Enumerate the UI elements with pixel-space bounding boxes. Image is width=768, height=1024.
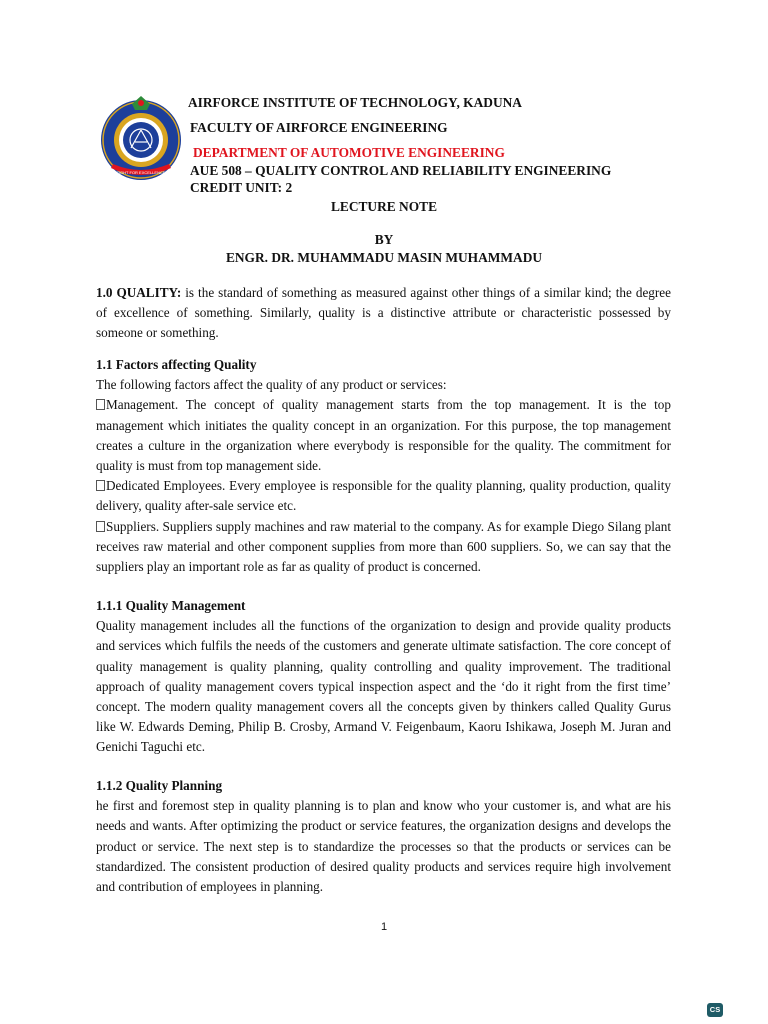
factor-suppliers-text: Suppliers. Suppliers supply machines and raw material to the company. As for example Diego Silang plant receives raw material and other component supplies from more than 600 suppliers. So, we can say that the suppliers play an important role as far as quality of product is concerned. bbox=[96, 518, 671, 575]
factors-heading: 1.1 Factors affecting Quality bbox=[96, 357, 257, 372]
department-name: DEPARTMENT OF AUTOMOTIVE ENGINEERING bbox=[193, 145, 505, 160]
quality-management-text: Quality management includes all the functions of the organization to design and provide quality products and services which fulfils the needs of the customers and generate ultimate satisfaction. The core concept of quality management is quality planning, quality controlling and quality improvement. The traditional approach of quality management covers typical inspection aspect and the ‘do it right from the first time’ concept. The modern quality management covers all the concepts given by thinkers called Quality Gurus like W. Edwards Deming, Philip B. Crosby, Armand V. Feigenbaum, Kaoru Ishikawa, Joseph M. Juran and Genichi Taguchi etc. bbox=[96, 618, 671, 755]
quality-management-heading: 1.1.1 Quality Management bbox=[96, 598, 246, 613]
camscanner-badge: CS bbox=[707, 1003, 723, 1017]
list-item bbox=[96, 517, 671, 578]
bullet-box-icon bbox=[96, 399, 105, 410]
bullet-box-icon bbox=[96, 480, 105, 491]
faculty-name: FACULTY OF AIRFORCE ENGINEERING bbox=[190, 120, 448, 135]
factor-employees-text: Dedicated Employees. Every employee is responsible for the quality planning, quality production, quality delivery, quality after-sale service etc. bbox=[96, 478, 671, 514]
quality-text: is the standard of something as measured against other things of a similar kind; the degree of excellence of something. Similarly, quality is a distinctive attribute or characteristic possessed by someone or something. bbox=[96, 285, 671, 341]
quality-planning-heading: 1.1.2 Quality Planning bbox=[96, 778, 223, 793]
factor-management-text: Management. The concept of quality management starts from the top management. It is the top management which initiates the quality concept in an organization. For this purpose, the top management creates a culture in the organization where everybody is responsible for the quality. The commitment for quality is must from top management side. bbox=[96, 397, 671, 474]
quality-definition bbox=[96, 283, 671, 344]
course-title: AUE 508 – QUALITY CONTROL AND RELIABILITY ENGINEERING bbox=[190, 163, 612, 178]
page-number: 1 bbox=[380, 921, 388, 933]
institute-logo bbox=[95, 90, 187, 182]
list-item bbox=[96, 476, 671, 516]
author-name: ENGR. DR. MUHAMMADU MASIN MUHAMMADU bbox=[225, 250, 543, 265]
institute-name: AIRFORCE INSTITUTE OF TECHNOLOGY, KADUNA bbox=[188, 95, 522, 110]
lecture-note-title: LECTURE NOTE bbox=[330, 199, 438, 214]
logo-motto: FIGHT FOR EXCELLENCE bbox=[116, 170, 166, 175]
list-item bbox=[96, 395, 671, 476]
factors-section bbox=[96, 355, 671, 577]
quality-planning-section bbox=[96, 776, 671, 897]
credit-unit: CREDIT UNIT: 2 bbox=[190, 180, 293, 195]
bullet-box-icon bbox=[96, 521, 105, 532]
quality-term: 1.0 QUALITY: bbox=[96, 285, 182, 300]
by-label: BY bbox=[374, 232, 394, 247]
quality-management-section bbox=[96, 596, 671, 758]
quality-planning-text: he first and foremost step in quality planning is to plan and know who your customer is, and what are his needs and wants. After optimizing the product or service features, the organization designs and develops the product or service. The next step is to standardize the processes so that the products or services can be standardized. The consistent production of desired quality products and services require high involvement and contribution of employees in planning. bbox=[96, 798, 671, 895]
factors-intro: The following factors affect the quality of any product or services: bbox=[96, 377, 447, 393]
